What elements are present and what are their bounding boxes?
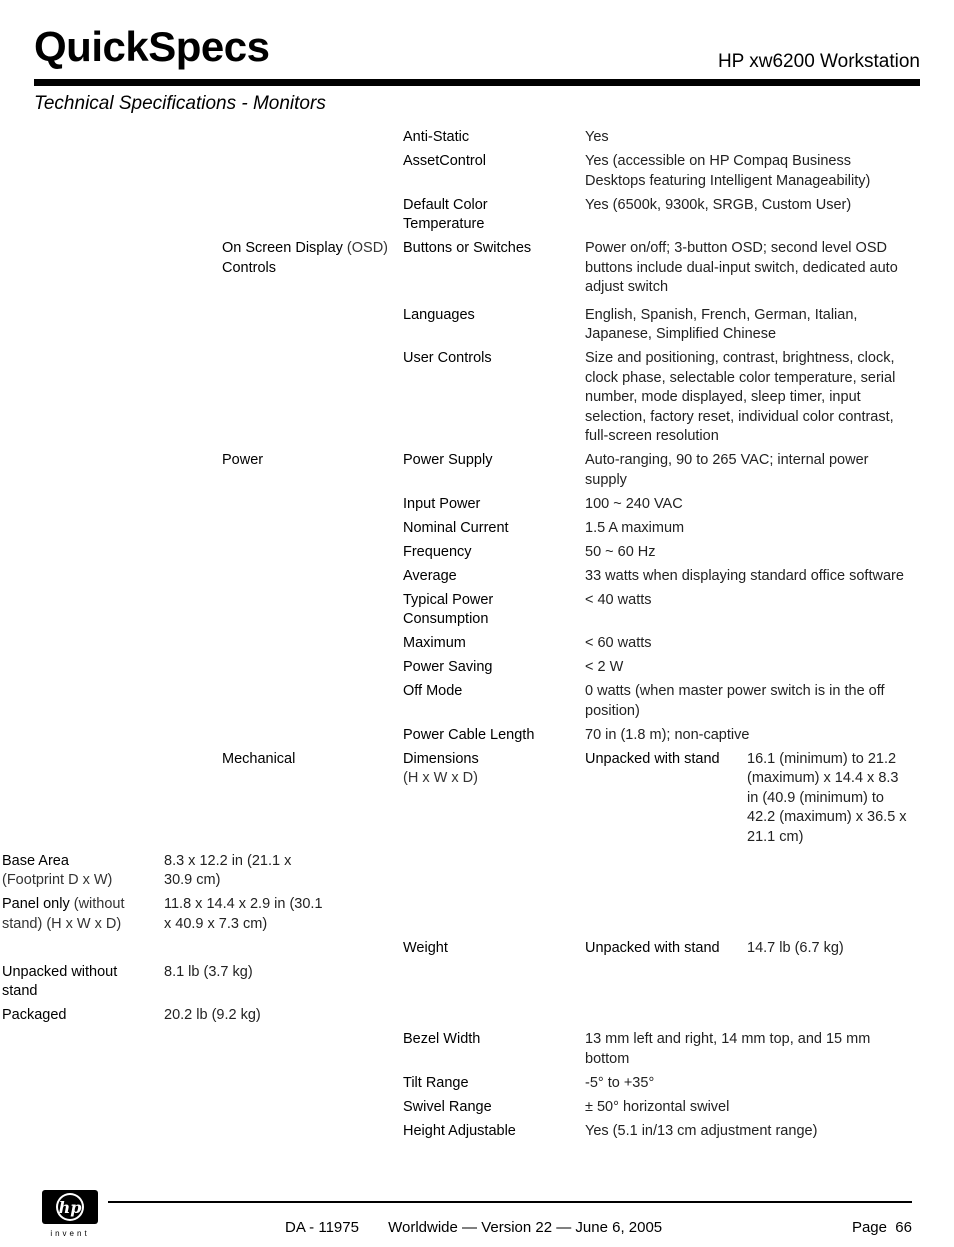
spec-value: 33 watts when displaying standard office software xyxy=(585,567,904,584)
spec-label: Frequency xyxy=(403,543,472,560)
spec-table xyxy=(0,128,954,1146)
spec-label: Default Color Temperature xyxy=(403,196,488,232)
spec-label: Average xyxy=(403,567,457,584)
spec-label: Anti-Static xyxy=(403,129,470,145)
spec-row xyxy=(0,451,954,490)
group-label: Mechanical xyxy=(222,750,296,767)
spec-value: ± 50° horizontal swivel xyxy=(585,1098,730,1115)
spec-row xyxy=(0,591,954,630)
spec-label: Power Supply xyxy=(403,452,493,468)
spec-sublabel: Base Area xyxy=(2,852,69,869)
spec-label: Buttons or Switches xyxy=(403,240,532,256)
spec-row xyxy=(0,634,954,654)
spec-label: Off Mode xyxy=(403,683,463,699)
spec-row xyxy=(0,567,954,587)
spec-label: User Controls xyxy=(403,350,492,366)
group-label: On Screen Display xyxy=(222,240,343,256)
spec-row xyxy=(0,239,954,298)
svg-text:hp: hp xyxy=(58,1198,82,1217)
spec-sublabel: Unpacked without stand xyxy=(2,963,118,999)
spec-value: English, Spanish, French, German, Italian, Japanese, Simplified Chinese xyxy=(585,306,858,342)
spec-value: 8.1 lb (3.7 kg) xyxy=(164,963,253,980)
spec-row xyxy=(0,852,954,891)
spec-row xyxy=(0,495,954,515)
spec-row xyxy=(0,750,954,848)
spec-label: Height Adjustable xyxy=(403,1122,516,1139)
spec-sublabel: Unpacked with stand xyxy=(585,939,720,956)
spec-sublabel: Panel only xyxy=(2,896,70,912)
spec-value: 11.8 x 14.4 x 2.9 in (30.1 x 40.9 x 7.3 cm) xyxy=(164,896,323,932)
spec-row xyxy=(0,128,954,148)
spec-value: 14.7 lb (6.7 kg) xyxy=(747,939,844,956)
spec-sublabel-note: (without stand) (H x W x D) xyxy=(2,896,125,932)
spec-value: Yes (6500k, 9300k, SRGB, Custom User) xyxy=(585,196,852,213)
brand-title: QuickSpecs xyxy=(34,23,270,70)
spec-label: Power Saving xyxy=(403,659,493,675)
group-label: Power xyxy=(222,452,264,468)
spec-sublabel: Unpacked with stand xyxy=(585,750,720,767)
spec-label: Input Power xyxy=(403,495,481,512)
spec-sublabel-block xyxy=(2,852,164,891)
spec-row xyxy=(0,658,954,678)
spec-value: -5° to +35° xyxy=(585,1074,655,1091)
group-note: (OSD) xyxy=(346,240,389,256)
spec-label: Bezel Width xyxy=(403,1031,481,1047)
spec-row xyxy=(0,939,954,959)
spec-row xyxy=(0,1006,954,1026)
spec-row xyxy=(0,682,954,721)
spec-value: 16.1 (minimum) to 21.2 (maximum) x 14.4 x 8.3 in (40.9 (minimum) to 42.2 (maximum) x 36.5 x 21.1 cm) xyxy=(747,750,907,845)
spec-row xyxy=(0,306,954,345)
spec-row xyxy=(0,963,954,1002)
spec-row xyxy=(0,1030,954,1069)
spec-row xyxy=(0,1074,954,1094)
footer-page-number: Page 66 xyxy=(851,1219,912,1236)
spec-sublabel-note: (Footprint D x W) xyxy=(2,872,113,888)
spec-row xyxy=(0,726,954,746)
spec-label: Swivel Range xyxy=(403,1098,492,1115)
spec-value: 13 mm left and right, 14 mm top, and 15 mm bottom xyxy=(585,1031,871,1067)
spec-label: Weight xyxy=(403,939,448,956)
spec-label-block xyxy=(403,750,583,789)
footer-rule xyxy=(108,1201,912,1203)
spec-value: < 60 watts xyxy=(585,635,652,651)
spec-value: 50 ~ 60 Hz xyxy=(585,543,656,560)
logo-tagline: invent xyxy=(50,1229,90,1238)
spec-value: 8.3 x 12.2 in (21.1 x 30.9 cm) xyxy=(164,852,292,888)
spec-value: < 40 watts xyxy=(585,591,652,608)
spec-value: Yes xyxy=(585,129,609,145)
spec-row xyxy=(0,895,954,934)
spec-row xyxy=(0,519,954,539)
spec-row xyxy=(0,196,954,235)
group-label-line2: Controls xyxy=(222,259,276,276)
group-label-osd xyxy=(222,239,400,278)
spec-value: 100 ~ 240 VAC xyxy=(585,495,683,512)
spec-value: Yes (5.1 in/13 cm adjustment range) xyxy=(585,1122,818,1139)
spec-sublabel: Packaged xyxy=(2,1007,67,1023)
product-name: HP xw6200 Workstation xyxy=(717,51,920,72)
spec-label-note: (H x W x D) xyxy=(403,770,478,786)
spec-row xyxy=(0,152,954,191)
spec-row xyxy=(0,543,954,563)
spec-value: 20.2 lb (9.2 kg) xyxy=(164,1007,261,1023)
spec-label: Dimensions xyxy=(403,750,479,767)
spec-value: 1.5 A maximum xyxy=(585,519,685,536)
spec-label: Typical Power Consumption xyxy=(403,591,494,627)
spec-value: 70 in (1.8 m); non-captive xyxy=(585,726,750,743)
spec-value: 0 watts (when master power switch is in the off position) xyxy=(585,683,885,719)
spec-label: AssetControl xyxy=(403,153,487,169)
spec-label: Tilt Range xyxy=(403,1074,469,1091)
spec-row xyxy=(0,1098,954,1118)
spec-value: Auto-ranging, 90 to 265 VAC; internal power supply xyxy=(585,452,869,488)
hp-logo xyxy=(40,1188,100,1238)
spec-row xyxy=(0,1122,954,1142)
spec-sublabel-block xyxy=(2,895,164,934)
spec-label: Maximum xyxy=(403,635,466,651)
spec-value: Yes (accessible on HP Compaq Business Desktops featuring Intelligent Manageability) xyxy=(585,153,871,189)
spec-value: < 2 W xyxy=(585,659,624,675)
header-rule xyxy=(34,79,920,86)
spec-value: Power on/off; 3-button OSD; second level OSD buttons include dual-input switch, dedicated auto adjust switch xyxy=(585,240,898,295)
spec-label: Power Cable Length xyxy=(403,726,535,743)
spec-label: Nominal Current xyxy=(403,519,509,536)
spec-label: Languages xyxy=(403,306,475,323)
section-title: Technical Specifications - Monitors xyxy=(34,93,326,114)
spec-value: Size and positioning, contrast, brightness, clock, clock phase, selectable color temperature, serial number, mode displayed, sleep timer, input selection, factory reset, individual color contrast, full-screen resolution xyxy=(585,350,896,444)
spec-row xyxy=(0,349,954,447)
footer-doc-info: DA - 11975 Worldwide — Version 22 — June 6, 2005 xyxy=(285,1219,663,1236)
